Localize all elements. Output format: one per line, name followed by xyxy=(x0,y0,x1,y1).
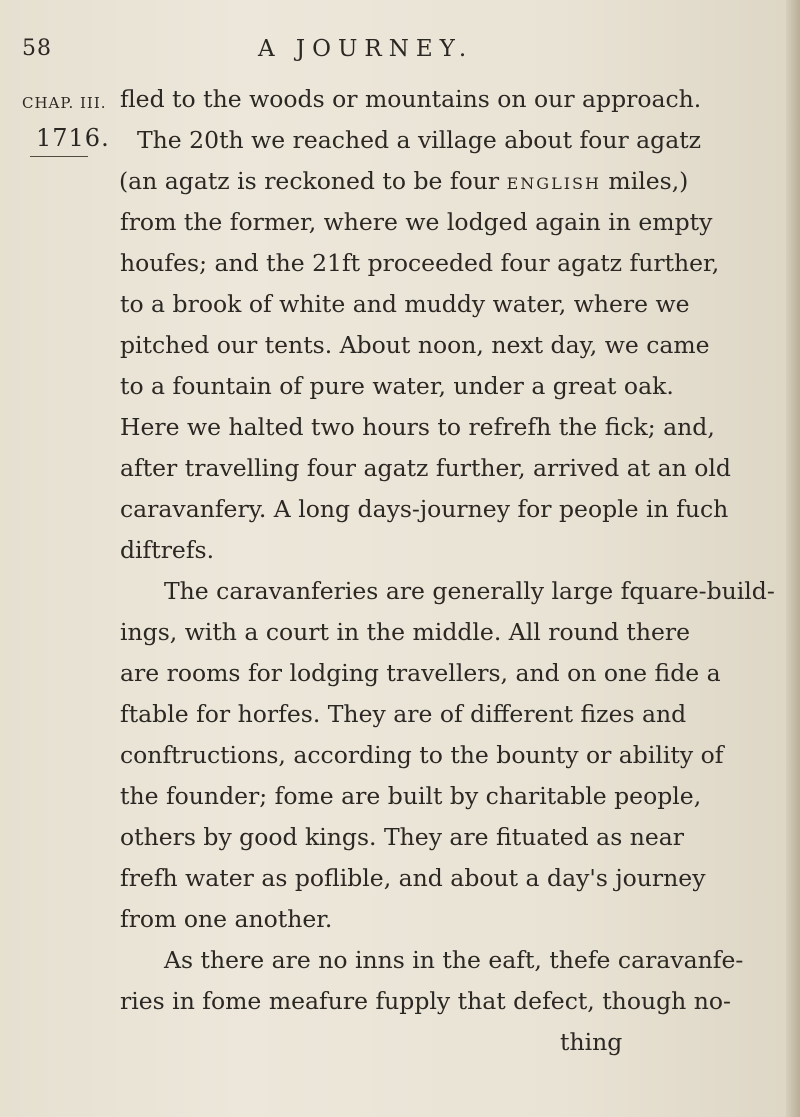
text-line-3-end: miles,) xyxy=(600,167,689,195)
text-line-9: Here we halted two hours to refrefh the fick; and, xyxy=(120,413,715,441)
text-line-6: to a brook of white and muddy water, where we xyxy=(120,290,690,318)
text-line-2: The 20th we reached a village about four agatz xyxy=(137,126,702,154)
text-line-3-start: (an agatz is reckoned to be four xyxy=(119,167,507,195)
text-line-1: fled to the woods or mountains on our approach. xyxy=(120,85,702,113)
text-line-14: ings, with a court in the middle. All round there xyxy=(120,618,691,646)
chapter-marginal xyxy=(22,89,107,116)
text-line-7: pitched our tents. About noon, next day, we came xyxy=(120,331,710,359)
text-line-17: conftructions, according to the bounty or ability of xyxy=(120,741,724,769)
text-line-20: frefh water as poflible, and about a day's journey xyxy=(120,864,706,892)
text-line-18: the founder; fome are built by charitable people, xyxy=(120,782,702,810)
text-line-10: after travelling four agatz further, arrived at an old xyxy=(120,454,731,482)
page-edge xyxy=(786,0,800,1117)
text-line-15: are rooms for lodging travellers, and on one fide a xyxy=(120,659,721,687)
catchword: thing xyxy=(560,1028,623,1056)
text-line-12: diftrefs. xyxy=(120,536,215,564)
text-line-13: The caravanferies are generally large fquare-build- xyxy=(164,577,775,605)
text-line-8: to a fountain of pure water, under a great oak. xyxy=(120,372,674,400)
page-number: 58 xyxy=(22,36,52,61)
text-line-4: from the former, where we lodged again in empty xyxy=(120,208,713,236)
text-line-23: ries in fome meafure fupply that defect, though no- xyxy=(120,987,731,1015)
running-title: A JOURNEY. xyxy=(258,36,474,62)
text-line-19: others by good kings. They are fituated as near xyxy=(120,823,685,851)
text-line-11: caravanfery. A long days-journey for people in fuch xyxy=(120,495,729,523)
year-ornament-rule xyxy=(30,152,88,157)
chapter-label: CHAP. III. xyxy=(22,94,107,112)
text-line-21: from one another. xyxy=(120,905,333,933)
small-caps-word: ENGLISH xyxy=(506,174,601,193)
year-marginal: 1716. xyxy=(36,124,110,152)
text-line-5: houfes; and the 21ft proceeded four agatz further, xyxy=(120,249,720,277)
text-line-22: As there are no inns in the eaft, thefe caravanfe- xyxy=(164,946,744,974)
text-line-3 xyxy=(119,167,688,198)
text-line-16: ftable for horfes. They are of different fizes and xyxy=(120,700,687,728)
